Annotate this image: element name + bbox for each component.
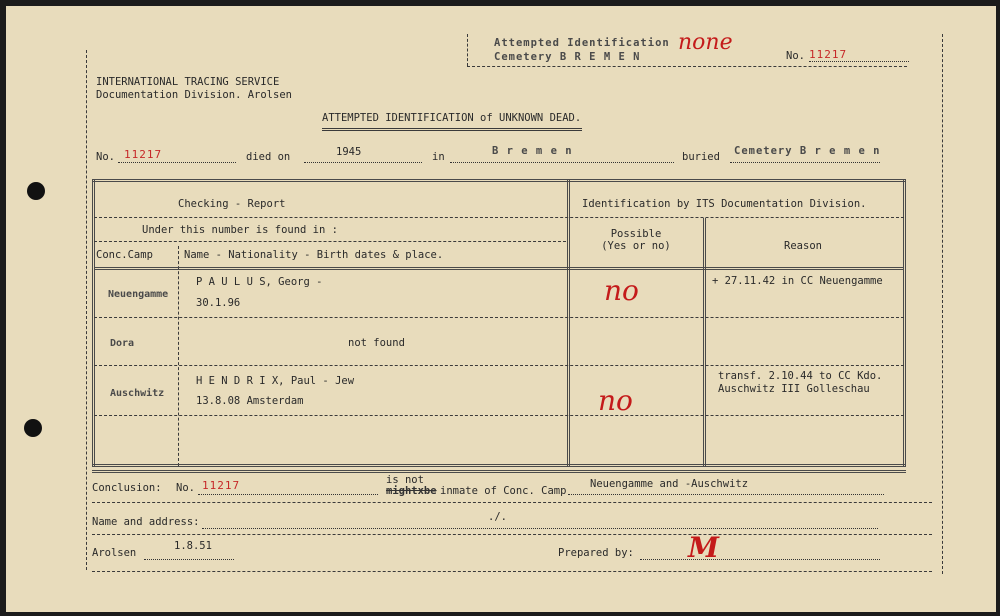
row-3-camp: Auschwitz [110,388,165,399]
org-line-2: Documentation Division. Arolsen [96,89,292,101]
info-no-value: 11217 [124,148,163,161]
possible-header: Possible [610,228,662,240]
prepared-by-label: Prepared by: [558,547,634,559]
in-label: in [432,151,445,163]
identification-header: Identification by ITS Documentation Division. [582,198,867,210]
record-card [6,6,996,612]
name-address-dots [202,528,878,529]
row-line-2 [94,365,904,366]
row-1-camp: Neuengamme [108,289,169,300]
possible-subheader: (Yes or no) [601,240,671,252]
header-no-dots [809,61,909,62]
row-3-possible: no [598,384,633,417]
stamp-line-1: Attempted Identification [494,37,670,49]
checking-report-header: Checking - Report [178,198,286,210]
table-divider-main [567,179,570,467]
in-dots [450,162,674,163]
name-address-value: ./. [488,511,507,523]
conclusion-camps-dots [568,494,884,495]
stamp-line-2: Cemetery B R E M E N [494,51,641,63]
stamp-box-bottom [467,66,907,67]
name-address-bottom-line [92,534,932,535]
died-on-dots [304,162,422,163]
conclusion-no-label: No. [176,482,195,494]
conclusion-camps: Neuengamme and -Auschwitz [590,478,749,490]
buried-label: buried [682,151,720,163]
conclusion-label: Conclusion: [92,482,162,494]
signature: M [688,531,719,564]
row-2-camp: Dora [110,338,135,349]
table-divider-reason [703,218,706,467]
reason-header: Reason [784,240,822,252]
arolsen-dots [144,559,234,560]
conclusion-no-value: 11217 [202,479,241,492]
buried-dots [730,162,880,163]
conclusion-bottom-line [92,502,932,503]
row-line-header3 [94,267,904,270]
org-line-1: INTERNATIONAL TRACING SERVICE [96,76,280,88]
stamp-box-left [467,34,468,66]
table-left [92,179,95,467]
conc-camp-header: Conc.Camp [96,249,153,261]
row-3-reason-line1: transf. 2.10.44 to CC Kdo. [718,370,883,382]
row-1-possible: no [604,274,639,307]
in-value: B r e m e n [492,145,573,157]
died-on-label: died on [246,151,291,163]
table-bottom [92,464,906,467]
conclusion-is-not: is not [386,474,424,486]
conclusion-no-dots [198,494,378,495]
table-divider-camp [178,246,179,466]
name-header: Name - Nationality - Birth dates & place. [184,249,444,261]
frame-right-line [942,34,943,574]
header-no-value: 11217 [809,48,848,61]
row-1-name-line2: 30.1.96 [196,297,241,309]
frame-left-line [86,50,87,570]
row-line-1 [94,317,904,318]
row-3-name-line1: H E N D R I X, Paul - Jew [196,375,355,387]
conclusion-strike: mightxbe [386,485,437,497]
arolsen-label: Arolsen [92,547,137,559]
row-line-header1 [94,217,904,218]
handwritten-none: none [678,30,733,55]
row-line-3 [94,415,904,416]
footer-date: 1.8.51 [174,540,212,552]
conclusion-top-line [92,470,906,473]
buried-value: Cemetery B r e m e n [734,145,881,157]
conclusion-inmate-text: inmate of Conc. Camp [440,485,567,497]
name-address-label: Name and address: [92,516,200,528]
died-on-value: 1945 [336,146,362,158]
row-3-reason-line2: Auschwitz III Golleschau [718,383,870,395]
row-1-name-line1: P A U L U S, Georg - [196,276,323,288]
row-2-name-line1: not found [348,337,405,349]
row-1-reason-line1: + 27.11.42 in CC Neuengamme [712,275,883,287]
punch-hole-top [27,182,45,200]
header-no-label: No. [786,50,805,62]
row-3-name-line2: 13.8.08 Amsterdam [196,395,304,407]
under-number-header: Under this number is found in : [142,224,338,236]
prepared-by-dots [640,559,880,560]
footer-bottom-line [92,571,932,572]
form-title: ATTEMPTED IDENTIFICATION of UNKNOWN DEAD. [322,112,582,124]
table-right [903,179,906,467]
info-no-dots [118,162,236,163]
info-no-label: No. [96,151,115,163]
table-top [92,179,906,182]
punch-hole-bottom [24,419,42,437]
title-underline [322,128,582,131]
row-line-header2 [94,241,566,242]
